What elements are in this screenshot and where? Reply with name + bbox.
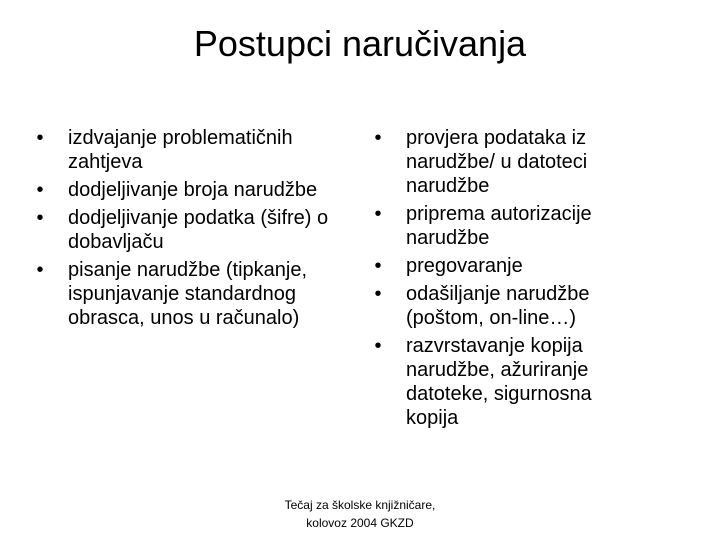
list-item (30, 178, 350, 202)
list-item (30, 258, 350, 330)
list-item (368, 334, 640, 430)
list-item-text: izdvajanje problematičnih zahtjeva (68, 127, 293, 173)
list-item-text: odašiljanje narudžbe (poštom, on-line…) (406, 283, 590, 329)
footer-line-date: kolovoz 2004 GKZD (306, 516, 414, 530)
list-item (368, 254, 640, 278)
bullet-icon: • (374, 255, 382, 277)
bullet-icon: • (36, 259, 44, 281)
list-item (368, 282, 640, 330)
bullet-icon: • (374, 127, 382, 149)
list-item-text: razvrstavanje kopija narudžbe, ažuriranje datoteke, sigurnosna kopija (406, 335, 592, 429)
list-item-text: pisanje narudžbe (tipkanje, ispunjavanje standardnog obrasca, unos u računalo) (68, 259, 308, 329)
list-item-text: dodjeljivanje broja narudžbe (68, 179, 318, 201)
bullet-icon: • (374, 283, 382, 305)
list-item (30, 126, 350, 174)
list-item (368, 202, 640, 250)
bullet-icon: • (374, 203, 382, 225)
footer-line-course: Tečaj za školske knjižničare, (284, 498, 436, 512)
list-item (368, 126, 640, 198)
bullet-icon: • (36, 207, 44, 229)
right-bullet-list (368, 126, 640, 434)
list-item (30, 206, 350, 254)
list-item-text: priprema autorizacije narudžbe (406, 203, 592, 249)
bullet-icon: • (374, 335, 382, 357)
left-bullet-list (30, 126, 350, 334)
slide-footer (260, 496, 460, 532)
list-item-text: dodjeljivanje podatka (šifre) o dobavljaču (68, 207, 329, 253)
slide-title: Postupci naručivanja (193, 23, 527, 64)
list-item-text: provjera podataka iz narudžbe/ u datoteci narudžbe (406, 127, 588, 197)
list-item-text: pregovaranje (406, 255, 523, 277)
bullet-icon: • (36, 127, 44, 149)
bullet-icon: • (36, 179, 44, 201)
